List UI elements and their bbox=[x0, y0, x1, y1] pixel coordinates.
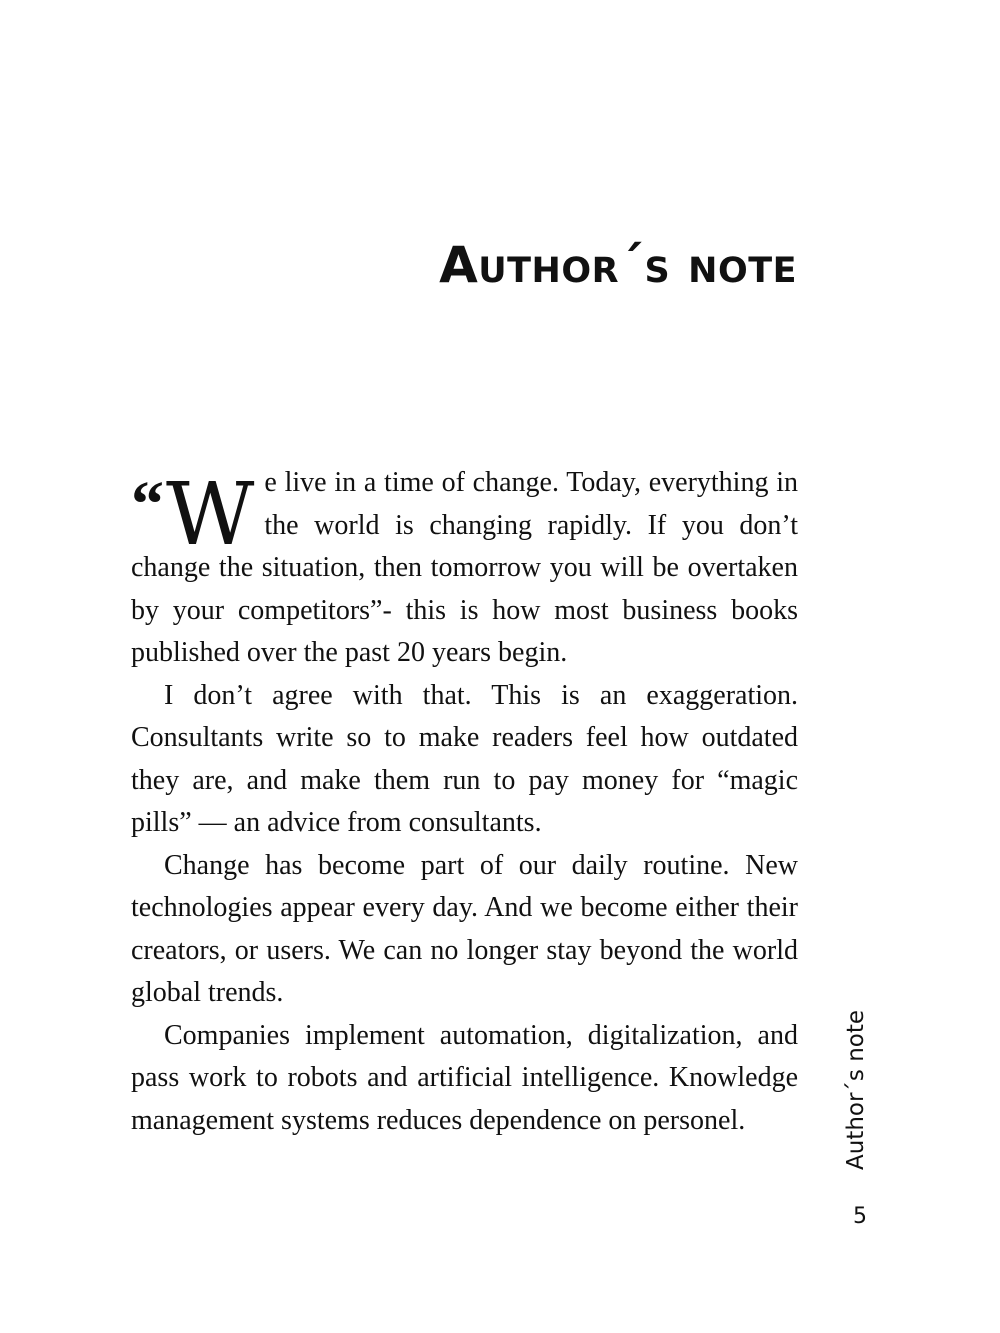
paragraph-3: Change has become part of our daily routine. New technologies appear every day. And we become either their creators, or users. We can no longer stay beyond the world global trends. bbox=[131, 849, 798, 1008]
running-head: Author´s note bbox=[843, 1009, 869, 1170]
paragraph-2: I don’t agree with that. This is an exaggeration. Consultants write so to make readers feel how outdated they are, and make them run to pay money for “magic pills” — an advice from consultants. bbox=[131, 679, 798, 838]
paragraph-4: Companies implement automation, digitalization, and pass work to robots and artificial intelligence. Knowledge management systems reduces dependence on personel. bbox=[131, 1019, 798, 1136]
body-text bbox=[131, 462, 798, 1142]
chapter-title: Author´s note bbox=[439, 236, 797, 294]
drop-cap bbox=[131, 462, 255, 565]
paragraph-1 bbox=[131, 462, 798, 675]
drop-cap-letter: W bbox=[166, 465, 255, 565]
drop-cap-quote: “ bbox=[131, 468, 164, 541]
paragraph-1-text: e live in a time of change. Today, everything in the world is changing rapidly. If you don’t change the situation, then tomorrow you will be overtaken by your competitors”- this is how most business books published over the past 20 years begin. bbox=[131, 467, 798, 668]
page-number: 5 bbox=[853, 1204, 867, 1229]
